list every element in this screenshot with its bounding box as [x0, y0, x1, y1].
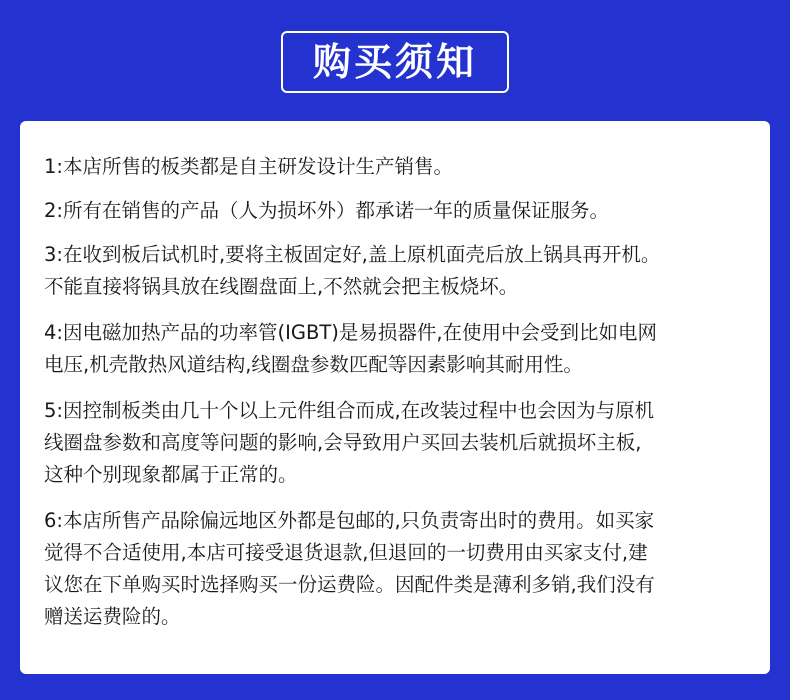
notice-item-2: 2:所有在销售的产品（人为损坏外）都承诺一年的质量保证服务。	[44, 199, 609, 222]
notice-item-5: 5:因控制板类由几十个以上元件组合而成,在改装过程中也会因为与原机 线圈盘参数和高度等问题的影响,会导致用户买回去装机后就损坏主板, 这种个别现象都属于正常的。	[44, 399, 655, 486]
notice-item-3: 3:在收到板后试机时,要将主板固定好,盖上原机面壳后放上锅具再开机。 不能直接将锅具放在线圈盘面上,不然就会把主板烧坏。	[44, 243, 661, 298]
notice-item-1: 1:本店所售的板类都是自主研发设计生产销售。	[44, 155, 453, 178]
page-title: 购买须知	[312, 40, 477, 84]
title-frame	[281, 31, 509, 93]
notice-item-4: 4:因电磁加热产品的功率管(IGBT)是易损器件,在使用中会受到比如电网 电压,机壳散热风道结构,线圈盘参数匹配等因素影响其耐用性。	[44, 321, 658, 376]
notice-card	[20, 121, 770, 674]
notice-list	[44, 151, 750, 633]
notice-item-6: 6:本店所售产品除偏远地区外都是包邮的,只负责寄出时的费用。如买家 觉得不合适使用,本店可接受退货退款,但退回的一切费用由买家支付,建 议您在下单购买时选择购买一份运费险。因配件类是薄利多销,我们没有 赠送运费险的。	[44, 509, 655, 628]
